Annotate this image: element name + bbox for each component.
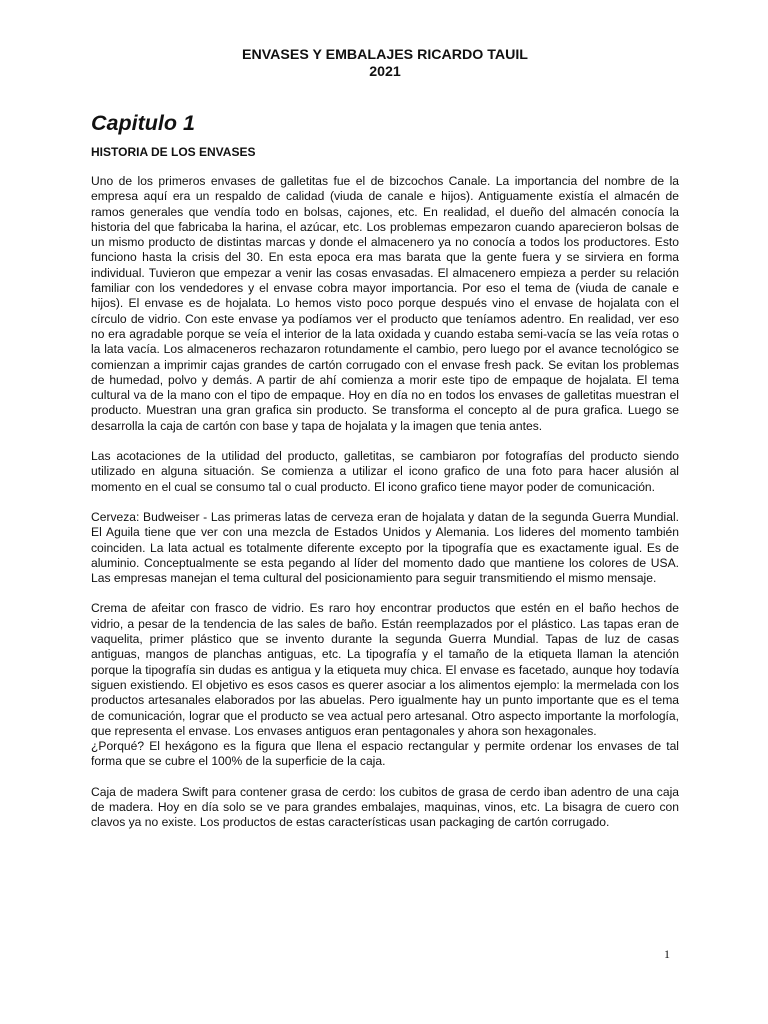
section-heading: HISTORIA DE LOS ENVASES <box>91 145 256 159</box>
document-page <box>91 47 679 831</box>
page-number: 1 <box>664 947 670 961</box>
document-title-line1: ENVASES Y EMBALAJES RICARDO TAUIL <box>242 47 528 63</box>
paragraph-swift-box: Caja de madera Swift para contener grasa de cerdo: los cubitos de grasa de cerdo iban adentro de una caja de madera. Hoy en día solo se ve para grandes embalajes, maquinas, vinos, etc. La bisagra de cuero con clavos ya no existe. Los productos de estas características usan packaging de cartón corrugado. <box>91 784 679 830</box>
paragraph-shaving-cream: Crema de afeitar con frasco de vidrio. Es raro hoy encontrar productos que estén en el baño hechos de vidrio, a pesar de la tendencia de las sales de baño. Están reemplazados por el plástico. Las tapas eran de vaquelita, primer plástico que se invento durante la segunda Guerra Mundial. Tapas de luz de casas antiguas, mangos de planchas antiguas, etc. La tipografía y el tamaño de la etiqueta llaman la atención porque la tipografía sin dudas es antigua y la etiqueta muy chica. El envase es facetado, aunque hoy todavía siguen existiendo. El objetivo es esos casos es querer asociar a los alimentos ejemplo: la mermelada con los productos artesanales elaborados por las abuelas. Pero igualmente hay un punto importante que es el tema de comunicación, lograr que el producto se vea actual pero artesanal. Otro aspecto importante la morfología, que representa el envase. Los envases antiguos eran pentagonales y ahora son hexagonales. <box>91 601 679 738</box>
document-title-line2: 2021 <box>369 64 401 80</box>
paragraph-budweiser: Cerveza: Budweiser - Las primeras latas de cerveza eran de hojalata y datan de la segunda Guerra Mundial. El Aguila tiene que ver con una mezcla de Estados Unidos y Alemania. Los lideres del momento también coinciden. La lata actual es totalmente diferente excepto por la tipografía que es exactamente igual. Es de aluminio. Conceptualmente se esta pegando al líder del momento dado que mantiene los colores de USA. Las empresas manejan el tema cultural del posicionamiento para seguir transmitiendo el mismo mensaje. <box>91 509 679 586</box>
chapter-title: Capitulo 1 <box>91 111 195 135</box>
paragraph-canale-history: Uno de los primeros envases de galletitas fue el de bizcochos Canale. La importancia del nombre de la empresa aquí era un respaldo de calidad (viuda de canale e hijos). Antiguamente existía el almacén de ramos generales que vendía todo en bolsas, cajones, etc. En realidad, el dueño del almacén conocía la historia del que fabricaba la harina, el azúcar, etc. Los problemas empezaron cuando aparecieron bolsas de un mismo producto de distintas marcas y donde el almacenero ya no conocía a todos los productores. Esto funciono hasta la crisis del 30. En esta epoca era mas barata que la gente fuera y se sirviera en forma individual. Tuvieron que empezar a venir las cosas envasadas. El almacenero empieza a perder su relación familiar con los vendedores y el envase cobra mayor importancia. Por eso el tema de (viuda de canale e hijos). El envase es de hojalata. Lo hemos visto poco porque después vino el envase de hojalata con el círculo de vidrio. Con este envase ya podíamos ver el producto que teníamos adentro. En realidad, ver eso no era agradable porque se veía el interior de la lata oxidada y cuando estaba semi-vacía se las veía rotas o la lata vacía. Los almaceneros rechazaron rotundamente el cambio, pero luego por el avance tecnológico se comienzan a imprimir cajas grandes de cartón corrugado con el envase fresh pack. Se evitan los problemas de humedad, polvo y demás. A partir de ahí comienza a morir este tipo de empaque de hojalata. El tema cultural va de la mano con el tipo de empaque. Hoy en día no en todos los envases de galletitas muestran el producto. Muestran una gran grafica sin producto. Se transforma el concepto al de pura grafica. Luego se desarrolla la caja de cartón con base y tapa de hojalata y la imagen que tenia antes. <box>91 174 679 433</box>
paragraph-hexagon: ¿Porqué? El hexágono es la figura que llena el espacio rectangular y permite ordenar los envases de tal forma que se cubre el 100% de la superficie de la caja. <box>91 739 679 769</box>
paragraph-product-photos: Las acotaciones de la utilidad del producto, galletitas, se cambiaron por fotografías del producto siendo utilizado en alguna situación. Se comienza a utilizar el icono grafico de una foto para hacer alusión al momento en el cual se consumo tal o cual producto. El icono grafico tiene mayor poder de comunicación. <box>91 449 679 494</box>
